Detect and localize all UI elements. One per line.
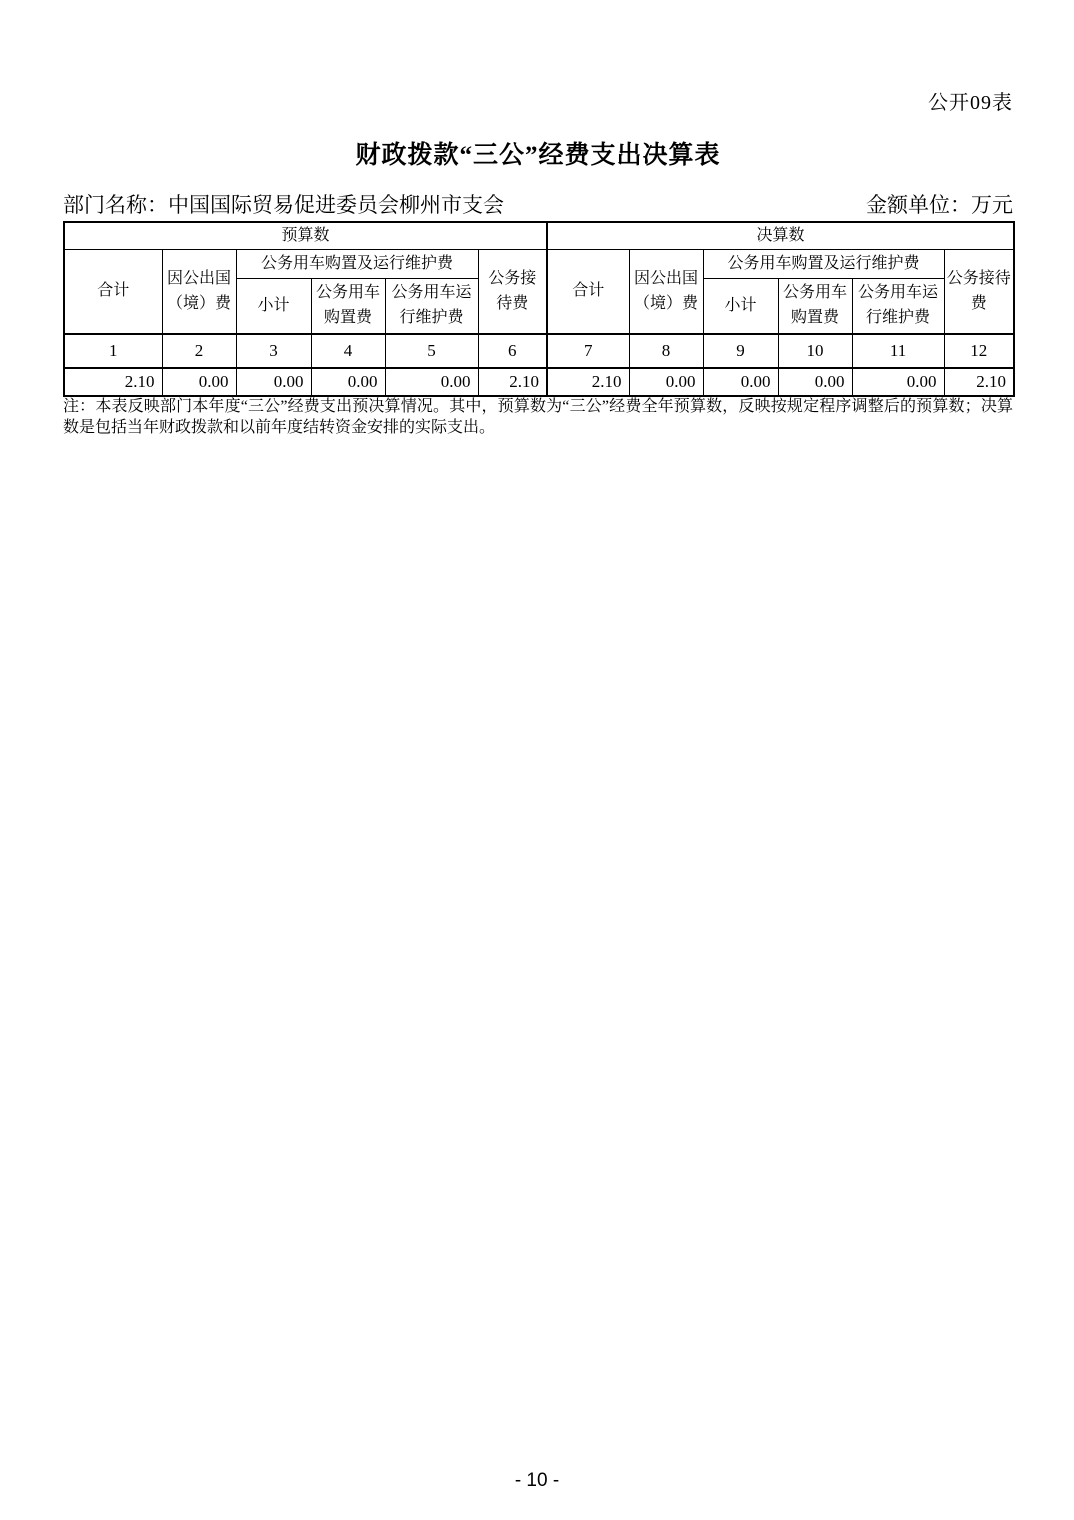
header-budget-abroad: 因公出国（境）费 — [162, 250, 236, 335]
col-index-3: 3 — [236, 334, 311, 368]
group-header-budget: 预算数 — [64, 222, 547, 250]
page-number: - 10 - — [514, 1470, 560, 1491]
col-index-4: 4 — [311, 334, 385, 368]
column-index-row — [64, 334, 1014, 368]
col-index-9: 9 — [703, 334, 778, 368]
col-index-7: 7 — [547, 334, 629, 368]
department-name: 部门名称：中国国际贸易促进委员会柳州市支会 — [63, 193, 504, 217]
col-index-11: 11 — [852, 334, 944, 368]
value-final-maintenance: 0.00 — [852, 368, 944, 396]
header-final-maintenance: 公务用车运行维护费 — [852, 279, 944, 335]
header-budget-vehicle-group: 公务用车购置及运行维护费 — [236, 250, 478, 279]
header-final-total: 合计 — [547, 250, 629, 335]
page-title: 财政拨款“三公”经费支出决算表 — [355, 142, 721, 169]
header-final-purchase: 公务用车购置费 — [778, 279, 852, 335]
header-budget-maintenance: 公务用车运行维护费 — [385, 279, 478, 335]
meta-row — [63, 189, 1013, 219]
header-final-vehicle-group: 公务用车购置及运行维护费 — [703, 250, 944, 279]
value-final-total: 2.10 — [547, 368, 629, 396]
table-note: 注：本表反映部门本年度“三公”经费支出预决算情况。其中，预算数为“三公”经费全年预算数，反映按规定程序调整后的预算数；决算数是包括当年财政拨款和以前年度结转资金安排的实际支出。 — [63, 398, 1013, 436]
col-index-5: 5 — [385, 334, 478, 368]
header-budget-reception: 公务接待费 — [478, 250, 547, 335]
col-index-6: 6 — [478, 334, 547, 368]
header-budget-total: 合计 — [64, 250, 162, 335]
col-index-10: 10 — [778, 334, 852, 368]
col-index-8: 8 — [629, 334, 703, 368]
value-final-abroad: 0.00 — [629, 368, 703, 396]
header-budget-purchase: 公务用车购置费 — [311, 279, 385, 335]
col-index-12: 12 — [944, 334, 1014, 368]
col-index-1: 1 — [64, 334, 162, 368]
header-budget-subtotal: 小计 — [236, 279, 311, 335]
value-budget-subtotal: 0.00 — [236, 368, 311, 396]
group-header-final: 决算数 — [547, 222, 1014, 250]
header-final-subtotal: 小计 — [703, 279, 778, 335]
value-budget-abroad: 0.00 — [162, 368, 236, 396]
three-public-expense-table — [63, 221, 1015, 397]
value-budget-maintenance: 0.00 — [385, 368, 478, 396]
form-code: 公开09表 — [928, 92, 1013, 114]
amount-unit: 金额单位：万元 — [866, 193, 1013, 217]
value-budget-reception: 2.10 — [478, 368, 547, 396]
value-budget-total: 2.10 — [64, 368, 162, 396]
table-row — [64, 222, 1014, 250]
value-final-purchase: 0.00 — [778, 368, 852, 396]
header-final-reception: 公务接待费 — [944, 250, 1014, 335]
data-row — [64, 368, 1014, 396]
col-index-2: 2 — [162, 334, 236, 368]
header-final-abroad: 因公出国（境）费 — [629, 250, 703, 335]
table-row — [64, 250, 1014, 279]
value-final-subtotal: 0.00 — [703, 368, 778, 396]
value-budget-purchase: 0.00 — [311, 368, 385, 396]
value-final-reception: 2.10 — [944, 368, 1014, 396]
